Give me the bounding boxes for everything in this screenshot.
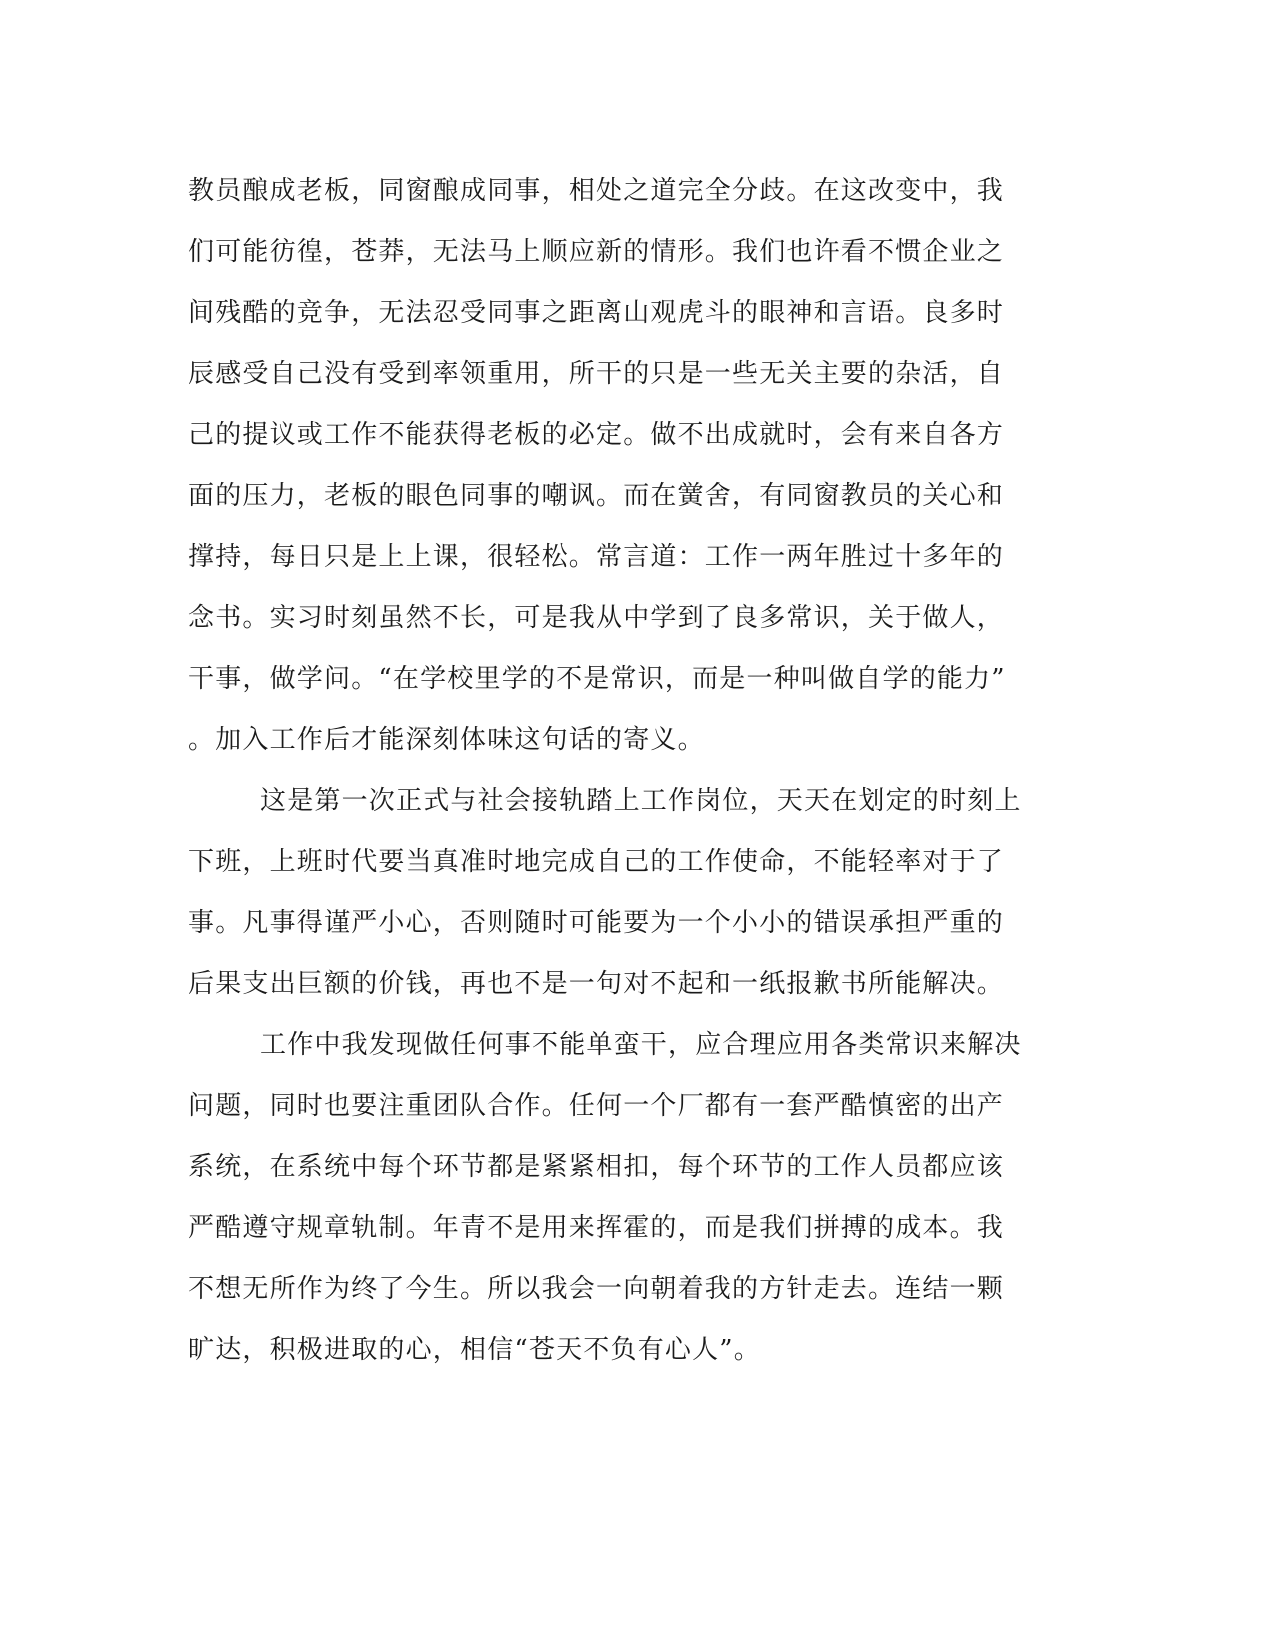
paragraph-start-line: 工作中我发现做任何事不能单蛮干，应合理应用各类常识来解决 bbox=[260, 1030, 1022, 1060]
text-line: 己的提议或工作不能获得老板的必定。做不出成就时，会有来自各方 bbox=[188, 420, 1005, 450]
text-line: 。加入工作后才能深刻体味这句话的寄义。 bbox=[188, 725, 705, 755]
document-body bbox=[188, 161, 1088, 1381]
text-line: 教员酿成老板，同窗酿成同事，相处之道完全分歧。在这改变中，我 bbox=[188, 176, 1005, 206]
text-line: 严酷遵守规章轨制。年青不是用来挥霍的，而是我们拼搏的成本。我 bbox=[188, 1213, 1005, 1243]
text-line: 后果支出巨额的价钱，再也不是一句对不起和一纸报歉书所能解决。 bbox=[188, 969, 1005, 999]
text-line: 系统，在系统中每个环节都是紧紧相扣，每个环节的工作人员都应该 bbox=[188, 1152, 1005, 1182]
text-line: 事。凡事得谨严小心，否则随时可能要为一个小小的错误承担严重的 bbox=[188, 908, 1005, 938]
text-line: 念书。实习时刻虽然不长，可是我从中学到了良多常识，关于做人， bbox=[188, 603, 1005, 633]
text-line: 间残酷的竞争，无法忍受同事之距离山观虎斗的眼神和言语。良多时 bbox=[188, 298, 1005, 328]
text-line: 下班，上班时代要当真准时地完成自己的工作使命，不能轻率对于了 bbox=[188, 847, 1005, 877]
text-line: 旷达，积极进取的心，相信“苍天不负有心人”。 bbox=[188, 1335, 761, 1365]
paragraph-start-line: 这是第一次正式与社会接轨踏上工作岗位，天天在划定的时刻上 bbox=[260, 786, 1022, 816]
text-line: 撑持，每日只是上上课，很轻松。常言道：工作一两年胜过十多年的 bbox=[188, 542, 1005, 572]
text-line: 辰感受自己没有受到率领重用，所干的只是一些无关主要的杂活，自 bbox=[188, 359, 1005, 389]
text-line: 不想无所作为终了今生。所以我会一向朝着我的方针走去。连结一颗 bbox=[188, 1274, 1005, 1304]
text-line: 干事，做学问。“在学校里学的不是常识，而是一种叫做自学的能力” bbox=[188, 664, 1006, 694]
text-line: 们可能彷徨，苍莽，无法马上顺应新的情形。我们也许看不惯企业之 bbox=[188, 237, 1005, 267]
text-line: 问题，同时也要注重团队合作。任何一个厂都有一套严酷慎密的出产 bbox=[188, 1091, 1005, 1121]
text-line: 面的压力，老板的眼色同事的嘲讽。而在黉舍，有同窗教员的关心和 bbox=[188, 481, 1005, 511]
